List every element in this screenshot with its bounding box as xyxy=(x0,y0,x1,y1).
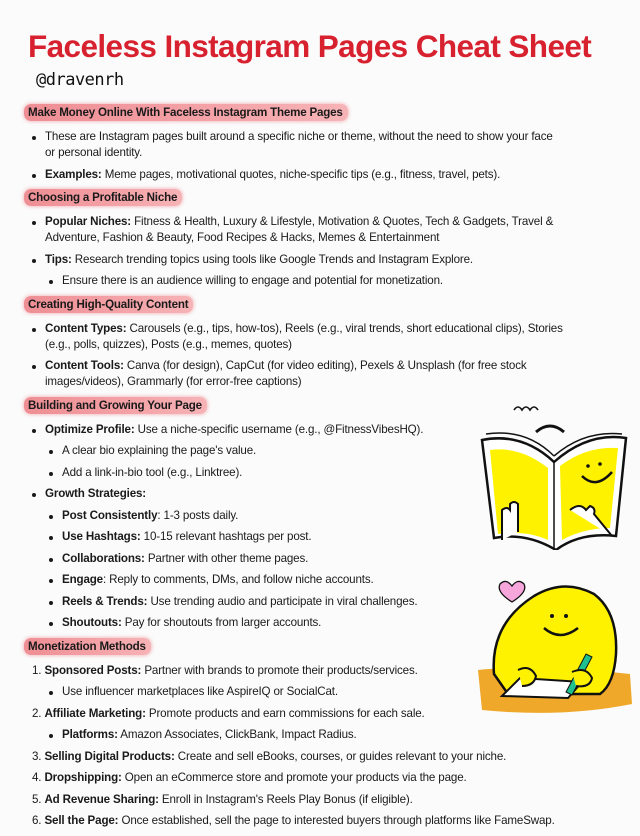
bullet-icon xyxy=(49,734,53,738)
item-label: Popular Niches: xyxy=(45,215,132,228)
item-text: Use influencer marketplaces like AspireIQ or SocialCat. xyxy=(62,685,338,698)
list-item xyxy=(0,727,640,743)
item-label: Growth Strategies: xyxy=(45,487,147,500)
item-text: Canva (for design), CapCut (for video editing), Pexels & Unsplash (for free stock xyxy=(123,359,527,372)
item-label: Post Consistently xyxy=(62,508,158,522)
bullet-icon xyxy=(49,601,53,605)
item-label: Sell the Page: xyxy=(44,814,119,827)
item-label: Collaborations: xyxy=(62,551,145,565)
section-heading: Make Money Online With Faceless Instagram Theme Pages xyxy=(24,104,348,121)
item-text: Pay for shoutouts from larger accounts. xyxy=(121,616,322,629)
section-list xyxy=(0,214,640,289)
item-text: Create and sell eBooks, courses, or guides relevant to your niche. xyxy=(174,749,507,763)
list-item xyxy=(0,770,640,786)
list-item xyxy=(0,214,640,246)
section-list xyxy=(0,321,640,391)
item-text: Use trending audio and participate in viral challenges. xyxy=(147,594,418,608)
item-text-continued: or personal identity. xyxy=(45,146,143,159)
bullet-icon xyxy=(49,536,53,540)
list-number: 1. xyxy=(32,663,42,677)
item-label: Optimize Profile: xyxy=(45,422,135,436)
bullet-icon xyxy=(32,221,36,225)
item-label: Shoutouts: xyxy=(62,616,122,629)
section-heading: Choosing a Profitable Niche xyxy=(24,189,182,206)
bullet-icon xyxy=(49,280,53,284)
section-heading: Creating High-Quality Content xyxy=(24,296,193,313)
item-text: These are Instagram pages built around a specific niche or theme, without the need to show your face xyxy=(45,130,553,143)
item-label: Affiliate Marketing: xyxy=(44,706,146,720)
item-text: Partner with brands to promote their products/services. xyxy=(141,663,418,677)
item-label: Examples: xyxy=(45,167,102,181)
item-text: : 1-3 posts daily. xyxy=(157,508,239,522)
list-item xyxy=(0,358,640,390)
bullet-icon xyxy=(49,515,53,519)
item-text: Use a niche-specific username (e.g., @FitnessVibesHQ). xyxy=(134,422,424,436)
section-heading: Building and Growing Your Page xyxy=(24,397,207,414)
list-item xyxy=(0,252,640,268)
bullet-icon xyxy=(49,622,53,626)
list-number: 4. xyxy=(32,771,42,784)
item-text: Research trending topics using tools like Google Trends and Instagram Explore. xyxy=(71,252,473,266)
item-label: Content Types: xyxy=(45,321,127,335)
section-list xyxy=(0,129,640,183)
bullet-icon xyxy=(32,429,36,433)
list-number: 5. xyxy=(32,792,42,806)
item-text: Partner with other theme pages. xyxy=(144,551,309,565)
list-item xyxy=(0,551,640,567)
bullet-icon xyxy=(49,558,53,562)
bullet-icon xyxy=(49,472,53,476)
page-title: Faceless Instagram Pages Cheat Sheet xyxy=(28,28,592,64)
reading-book-smiley-icon xyxy=(474,400,634,550)
list-item xyxy=(0,749,640,765)
item-text: Ensure there is an audience willing to engage and potential for monetization. xyxy=(62,274,443,287)
item-text-continued: (e.g., polls, quizzes), Posts (e.g., memes, quotes) xyxy=(45,337,292,351)
section-heading-wrap xyxy=(0,103,640,125)
list-number: 2. xyxy=(32,706,42,720)
section-heading-wrap xyxy=(0,188,640,210)
list-number: 6. xyxy=(32,814,42,827)
item-text: 10-15 relevant hashtags per post. xyxy=(140,530,312,543)
item-label: Dropshipping: xyxy=(44,771,122,784)
author-handle: @dravenrh xyxy=(36,70,124,90)
list-item xyxy=(0,813,640,829)
section-heading-wrap xyxy=(0,295,640,317)
bullet-icon xyxy=(32,328,36,332)
bullet-icon xyxy=(49,450,53,454)
bullet-icon xyxy=(49,691,53,695)
writing-blob-character-icon xyxy=(478,574,638,724)
item-text: A clear bio explaining the page's value. xyxy=(62,444,257,457)
bullet-icon xyxy=(32,136,36,140)
bullet-icon xyxy=(49,579,53,583)
item-label: Selling Digital Products: xyxy=(44,749,175,763)
item-label: Reels & Trends: xyxy=(62,594,148,608)
list-number: 3. xyxy=(32,749,42,763)
item-text: Meme pages, motivational quotes, niche-specific tips (e.g., fitness, travel, pets). xyxy=(101,167,501,181)
item-text: Open an eCommerce store and promote your products via the page. xyxy=(121,771,467,784)
list-item xyxy=(0,273,640,289)
item-label: Engage xyxy=(62,573,103,586)
item-text: Promote products and earn commissions for each sale. xyxy=(145,706,425,720)
list-item xyxy=(0,129,640,161)
item-label: Sponsored Posts: xyxy=(44,663,142,677)
item-text: : Reply to comments, DMs, and follow niche accounts. xyxy=(102,573,374,586)
item-label: Content Tools: xyxy=(45,359,124,372)
item-label: Tips: xyxy=(45,252,72,266)
item-text: Amazon Associates, ClickBank, Impact Radius. xyxy=(117,728,357,741)
item-text-continued: Adventure, Fashion & Beauty, Food Recipes & Hacks, Memes & Entertainment xyxy=(45,231,440,244)
item-text: Carousels (e.g., tips, how-tos), Reels (e.g., viral trends, short educational clips), Stories xyxy=(126,321,563,335)
item-text: Fitness & Health, Luxury & Lifestyle, Motivation & Quotes, Tech & Gadgets, Travel & xyxy=(131,215,554,228)
item-label: Platforms: xyxy=(62,728,118,741)
bullet-icon xyxy=(32,365,36,369)
item-label: Use Hashtags: xyxy=(62,530,141,543)
item-text-continued: images/videos), Grammarly (for error-free captions) xyxy=(45,375,302,388)
bullet-icon xyxy=(32,174,36,178)
item-text: Enroll in Instagram's Reels Play Bonus (if eligible). xyxy=(158,792,413,806)
item-label: Ad Revenue Sharing: xyxy=(44,792,159,806)
bullet-icon xyxy=(32,493,36,497)
section-heading: Monetization Methods xyxy=(24,638,151,655)
list-item xyxy=(0,321,640,353)
bullet-icon xyxy=(32,259,36,263)
item-text: Add a link-in-bio tool (e.g., Linktree). xyxy=(62,465,243,479)
list-item xyxy=(0,167,640,183)
list-item xyxy=(0,792,640,808)
item-text: Once established, sell the page to interested buyers through platforms like FameSwap. xyxy=(118,814,555,827)
